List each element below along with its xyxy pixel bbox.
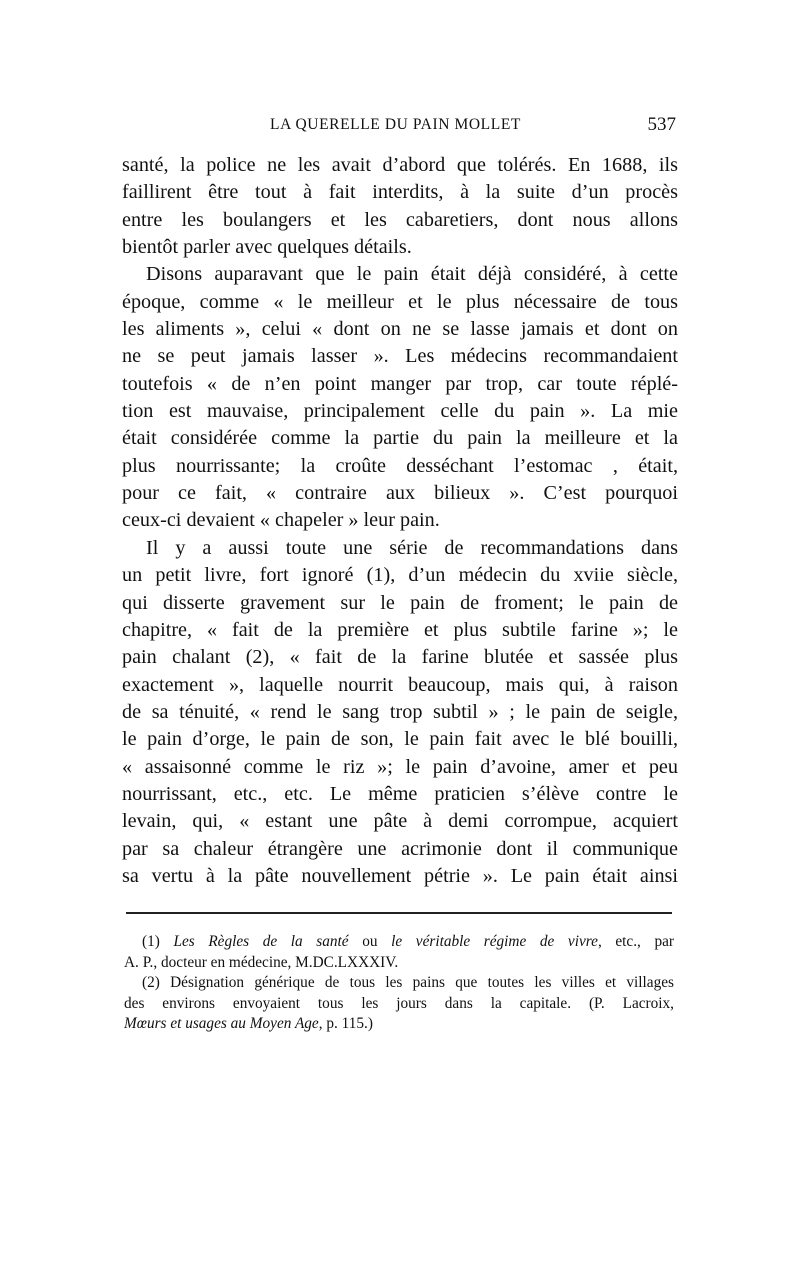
footnote-1-title-part1: Les Règles de la santé (173, 933, 349, 950)
footnote-1-line-2: A. P., docteur en médecine, M.DC.LXXXIV. (124, 953, 399, 971)
running-header (122, 114, 682, 142)
body-line: levain, qui, « estant une pâte à demi corrompue, acquiert (122, 810, 678, 833)
body-line: était considérée comme la partie du pain la meilleure et la (122, 427, 678, 450)
body-line: entre les boulangers et les cabaretiers, dont nous allons (122, 208, 678, 231)
body-line: exactement », laquelle nourrit beaucoup, mais qui, à raison (122, 673, 678, 696)
footnote-divider (126, 912, 672, 914)
body-line: toutefois « de n’en point manger par trop, car toute réplé- (122, 372, 678, 395)
footnote-2-rest: , p. 115.) (318, 1015, 373, 1032)
footnote-2-line-1: (2) Désignation générique de tous les pains que toutes les villes et villages (142, 974, 674, 991)
body-line: sa vertu à la pâte nouvellement pétrie ». Le pain était ainsi (122, 864, 678, 887)
body-line: faillirent être tout à fait interdits, à la suite d’un procès (122, 181, 678, 204)
body-line: bientôt parler avec quelques détails. (122, 236, 412, 259)
body-line: santé, la police ne les avait d’abord que tolérés. En 1688, ils (122, 154, 678, 176)
body-line: par sa chaleur étrangère une acrimonie dont il communique (122, 837, 678, 860)
footnote-1-title-part2: le véritable régime de vivre (391, 933, 598, 950)
body-line: tion est mauvaise, principalement celle du pain ». La mie (122, 400, 678, 423)
body-line: le pain d’orge, le pain de son, le pain fait avec le blé bouilli, (122, 728, 678, 751)
body-line: Disons auparavant que le pain était déjà considéré, à cette (146, 263, 678, 286)
body-line: chapitre, « fait de la première et plus subtile farine »; le (122, 618, 678, 641)
body-line: époque, comme « le meilleur et le plus nécessaire de tous (122, 290, 678, 313)
body-line: pain chalant (2), « fait de la farine blutée et sassée plus (122, 646, 678, 669)
body-line: plus nourrissante; la croûte desséchant l’estomac , était, (122, 454, 678, 477)
footnote-2-line-3 (124, 1014, 674, 1035)
page-number: 537 (647, 114, 676, 135)
body-line: de sa ténuité, « rend le sang trop subtil » ; le pain de seigle, (122, 700, 678, 723)
footnote-2-title: Mœurs et usages au Moyen Age (124, 1015, 319, 1032)
body-text (122, 152, 678, 890)
footnote-1-conj: ou (362, 933, 378, 950)
body-line: « assaisonné comme le riz »; le pain d’avoine, amer et peu (122, 755, 678, 778)
footnote-1-marker: (1) (142, 933, 160, 950)
body-line: nourrissant, etc., etc. Le même praticien s’élève contre le (122, 782, 678, 805)
footnote-1-rest: , etc., par (597, 933, 674, 950)
footnote-2-line-2: des environs envoyaient tous les jours dans la capitale. (P. Lacroix, (124, 994, 674, 1012)
body-line: un petit livre, fort ignoré (1), d’un médecin du xviie siècle, (122, 564, 678, 587)
body-line: les aliments », celui « dont on ne se lasse jamais et dont on (122, 318, 678, 341)
running-title: LA QUERELLE DU PAIN MOLLET (270, 116, 521, 133)
body-line: qui disserte gravement sur le pain de froment; le pain de (122, 591, 678, 614)
footnote-1-line-1 (124, 932, 674, 953)
body-line: pour ce fait, « contraire aux bilieux ». C’est pourquoi (122, 482, 678, 505)
body-line: ne se peut jamais lasser ». Les médecins recommandaient (122, 345, 678, 368)
body-line: ceux-ci devaient « chapeler » leur pain. (122, 509, 440, 532)
footnotes (124, 932, 674, 1035)
body-line: Il y a aussi toute une série de recommandations dans (146, 536, 678, 559)
